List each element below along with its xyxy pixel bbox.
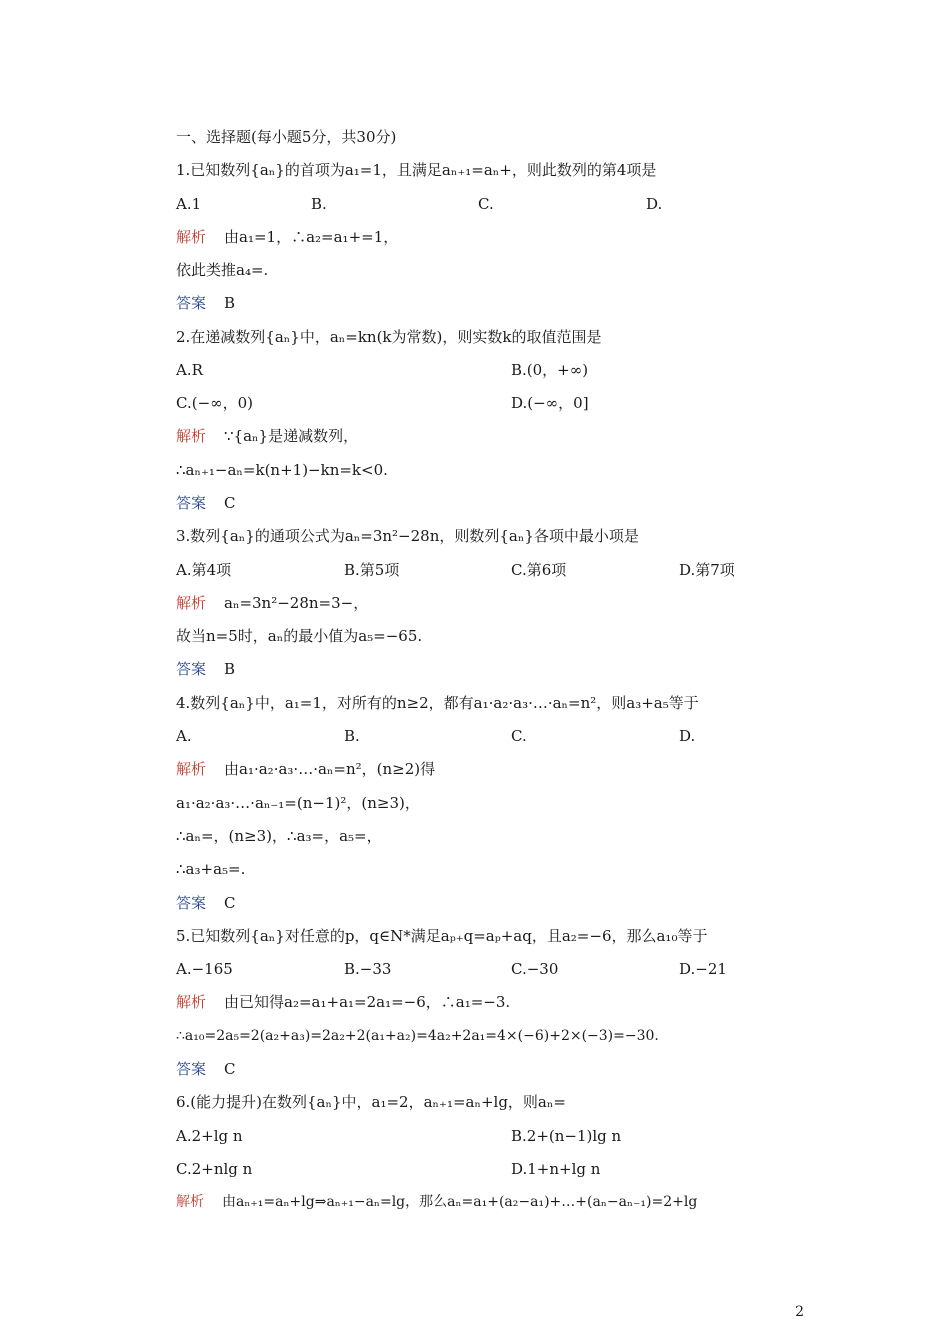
analysis-label: 解析 xyxy=(176,594,207,612)
q4-options xyxy=(176,726,776,746)
answer-label: 答案 xyxy=(176,894,207,912)
q4-option-d: D. xyxy=(679,727,696,745)
q3-option-a: A.第4项 xyxy=(176,561,232,579)
q5-stem: 5.已知数列{aₙ}对任意的p，q∈N*满足aₚ₊q=aₚ+aq，且a₂=−6，那么a₁₀等于 xyxy=(176,927,708,945)
q1-option-c: C. xyxy=(478,195,494,213)
q5-option-c: C.−30 xyxy=(511,960,559,978)
q4-stem: 4.数列{aₙ}中，a₁=1，对所有的n≥2，都有a₁·a₂·a₃·…·aₙ=n²，则a₃+a₅等于 xyxy=(176,694,699,712)
analysis-label: 解析 xyxy=(176,993,207,1011)
q2-options-row-2 xyxy=(176,393,776,413)
section-heading: 一、选择题(每小题5分，共30分) xyxy=(176,128,397,146)
q5-option-a: A.−165 xyxy=(176,960,233,978)
q1-options xyxy=(176,194,776,214)
q4-analysis xyxy=(176,759,435,779)
q1-option-d: D. xyxy=(646,195,663,213)
q4-analysis-line-2: a₁·a₂·a₃·…·aₙ₋₁=(n−1)²，(n≥3)， xyxy=(176,794,420,812)
q3-option-c: C.第6项 xyxy=(511,561,567,579)
q2-analysis-line-2: ∴aₙ₊₁−aₙ=k(n+1)−kn=k<0. xyxy=(176,461,388,479)
q6-analysis-line-1: 由aₙ₊₁=aₙ+lg⇒aₙ₊₁−aₙ=lg，那么aₙ=a₁+(a₂−a₁)+…+(aₙ−aₙ₋₁)=2+lg xyxy=(222,1194,698,1210)
q5-option-b: B.−33 xyxy=(344,960,392,978)
analysis-label: 解析 xyxy=(176,1194,204,1210)
q5-options xyxy=(176,959,776,979)
q2-options-row-1 xyxy=(176,360,776,380)
q2-analysis xyxy=(176,426,358,446)
q3-answer xyxy=(176,659,235,679)
q3-answer-value: B xyxy=(224,660,236,678)
q3-option-d: D.第7项 xyxy=(679,561,735,579)
q6-options-row-2 xyxy=(176,1159,776,1179)
q2-stem: 2.在递减数列{aₙ}中，aₙ=kn(k为常数)，则实数k的取值范围是 xyxy=(176,328,602,346)
analysis-label: 解析 xyxy=(176,760,207,778)
q4-analysis-line-3: ∴aₙ=，(n≥3)，∴a₃=，a₅=， xyxy=(176,827,382,845)
q1-analysis xyxy=(176,227,398,247)
q4-answer-value: C xyxy=(224,894,236,912)
answer-label: 答案 xyxy=(176,494,207,512)
q4-answer xyxy=(176,893,236,913)
q6-options-row-1 xyxy=(176,1126,776,1146)
q2-answer-value: C xyxy=(224,494,236,512)
q4-option-c: C. xyxy=(511,727,527,745)
q6-option-c: C.2+nlg n xyxy=(176,1160,253,1178)
q5-analysis-line-2: ∴a₁₀=2a₅=2(a₂+a₃)=2a₂+2(a₁+a₂)=4a₂+2a₁=4×(−6)+2×(−3)=−30. xyxy=(176,1028,659,1044)
analysis-label: 解析 xyxy=(176,228,207,246)
q5-answer xyxy=(176,1059,236,1079)
q6-analysis xyxy=(176,1192,697,1212)
q4-option-b: B. xyxy=(344,727,360,745)
analysis-label: 解析 xyxy=(176,427,207,445)
q4-analysis-line-1: 由a₁·a₂·a₃·…·aₙ=n²，(n≥2)得 xyxy=(224,760,436,778)
q2-answer xyxy=(176,493,236,513)
page-number: 2 xyxy=(795,1304,804,1320)
q3-stem: 3.数列{aₙ}的通项公式为aₙ=3n²−28n，则数列{aₙ}各项中最小项是 xyxy=(176,527,639,545)
q3-analysis-line-2: 故当n=5时，aₙ的最小值为a₅=−65. xyxy=(176,627,423,645)
q2-option-d: D.(−∞，0] xyxy=(511,394,589,412)
q2-option-b: B.(0，+∞) xyxy=(511,361,589,379)
q1-answer xyxy=(176,293,235,313)
q3-analysis-line-1: aₙ=3n²−28n=3−， xyxy=(224,594,369,612)
q1-answer-value: B xyxy=(224,294,236,312)
q3-option-b: B.第5项 xyxy=(344,561,400,579)
q5-analysis-line-1: 由已知得a₂=a₁+a₁=2a₁=−6，∴a₁=−3. xyxy=(224,993,511,1011)
q2-option-a: A.R xyxy=(176,361,203,379)
q4-analysis-line-4: ∴a₃+a₅=. xyxy=(176,860,246,878)
q3-options xyxy=(176,560,776,580)
q2-analysis-line-1: ∵{aₙ}是递减数列， xyxy=(224,427,359,445)
q4-option-a: A. xyxy=(176,727,192,745)
q6-option-a: A.2+lg n xyxy=(176,1127,243,1145)
q5-answer-value: C xyxy=(224,1060,236,1078)
q6-stem: 6.(能力提升)在数列{aₙ}中，a₁=2，aₙ₊₁=aₙ+lg，则aₙ= xyxy=(176,1093,566,1111)
q3-analysis xyxy=(176,593,368,613)
q6-option-b: B.2+(n−1)lg n xyxy=(511,1127,622,1145)
answer-label: 答案 xyxy=(176,1060,207,1078)
q1-option-a: A.1 xyxy=(176,195,202,213)
q2-option-c: C.(−∞，0) xyxy=(176,394,254,412)
q1-analysis-line-2: 依此类推a₄=. xyxy=(176,261,269,279)
q1-option-b: B. xyxy=(311,195,327,213)
q1-analysis-line-1: 由a₁=1，∴a₂=a₁+=1， xyxy=(224,228,399,246)
answer-label: 答案 xyxy=(176,660,207,678)
answer-label: 答案 xyxy=(176,294,207,312)
q5-analysis xyxy=(176,992,510,1012)
q5-option-d: D.−21 xyxy=(679,960,727,978)
q1-stem: 1.已知数列{aₙ}的首项为a₁=1，且满足aₙ₊₁=aₙ+，则此数列的第4项是 xyxy=(176,161,657,179)
q6-option-d: D.1+n+lg n xyxy=(511,1160,601,1178)
